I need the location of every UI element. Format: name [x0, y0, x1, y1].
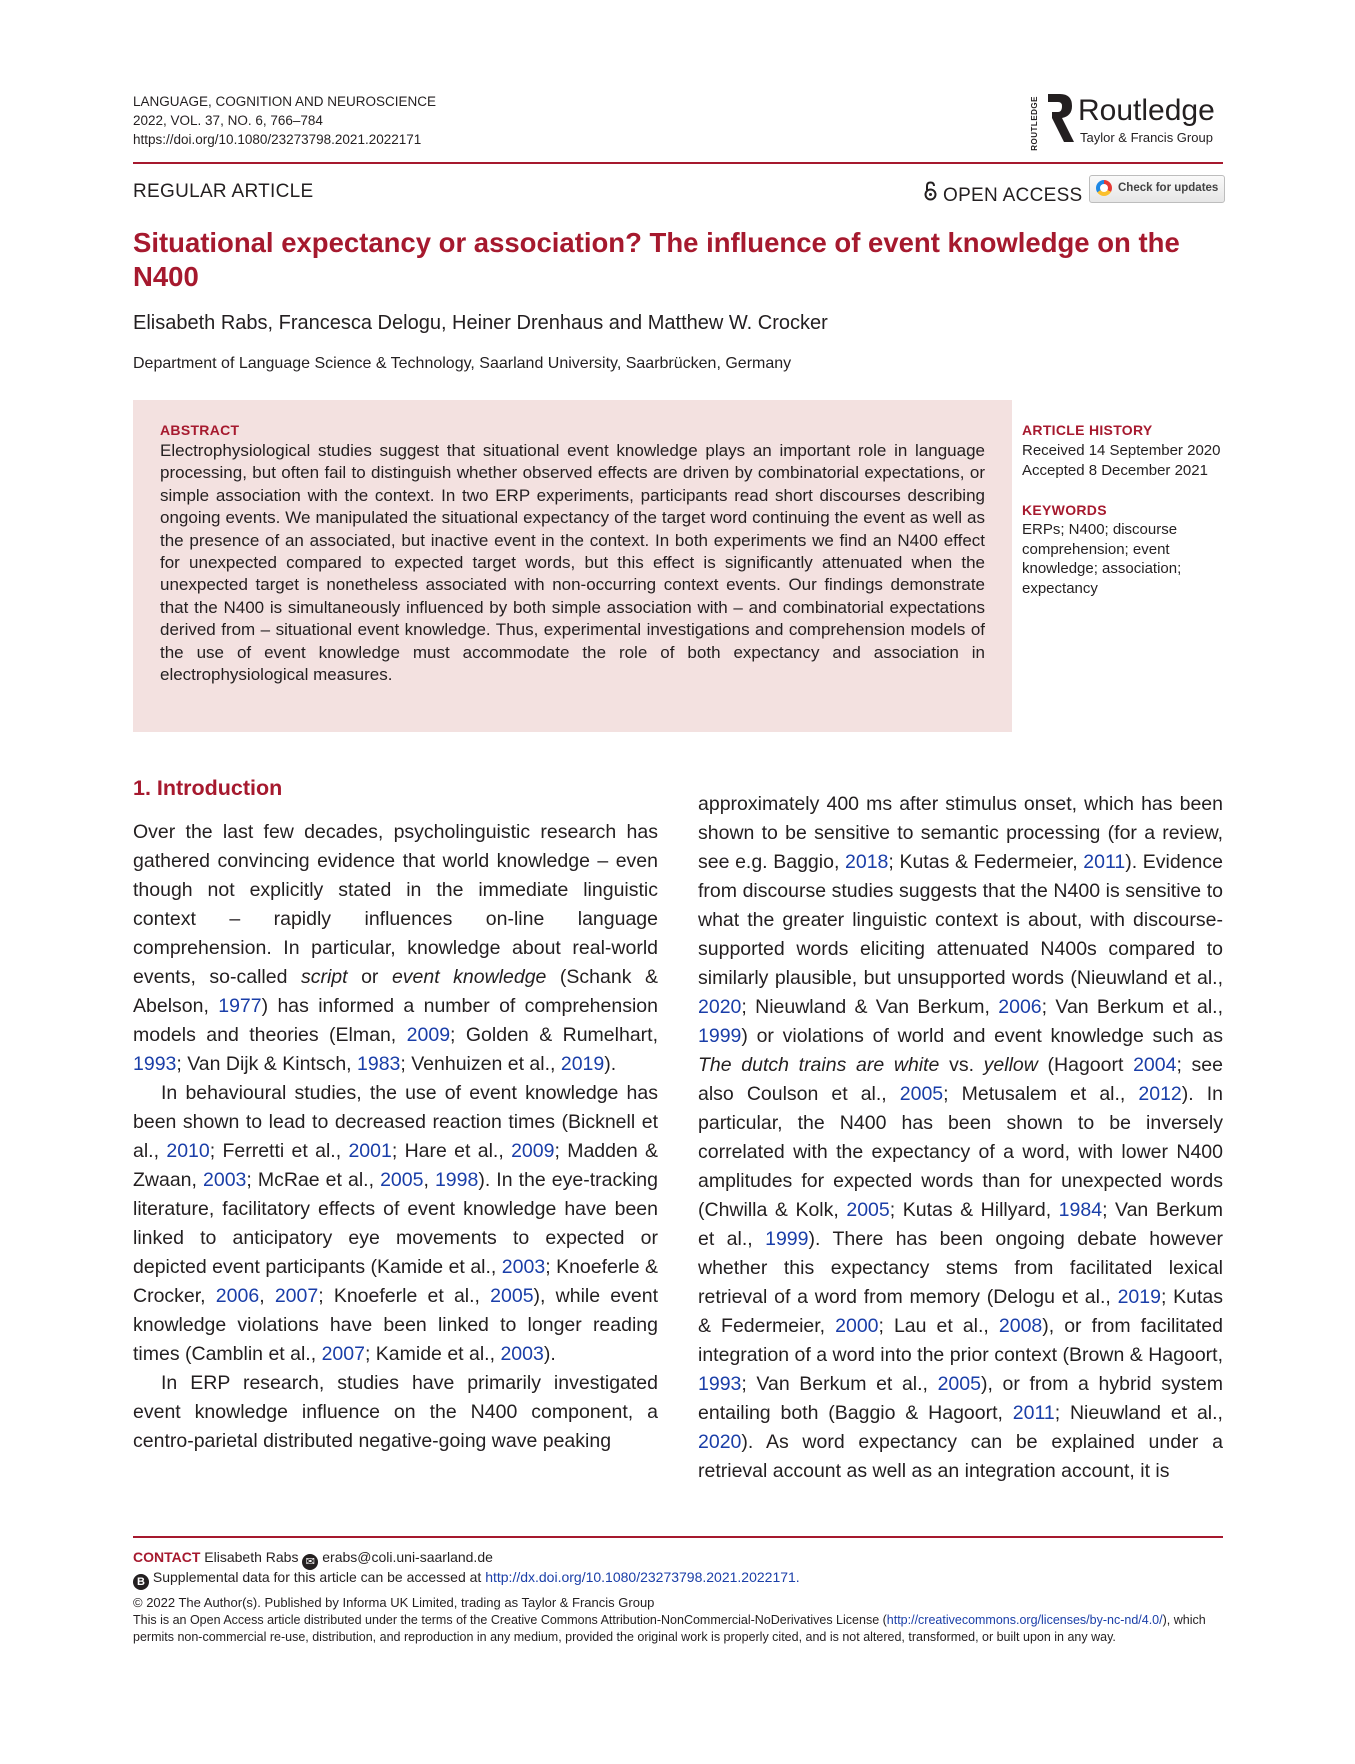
italic-text: The dutch trains are white [698, 1054, 940, 1076]
body-text: Over the last few decades, psycholinguistic research has gathered convincing evidence that world knowledge – even though not explicitly stated in the immediate linguistic context – rapidly influences on-line language comprehension. In particular, knowledge about real-world events, so-called [133, 821, 658, 988]
crossmark-icon [1096, 180, 1112, 196]
contact-line [133, 1548, 1223, 1570]
open-lock-icon [924, 181, 937, 201]
body-paragraph [133, 1369, 658, 1456]
body-text: ; Venhuizen et al., [400, 1053, 561, 1075]
body-text: approximately 400 ms after stimulus onset, which has been shown to be sensitive to semantic processing (for a review, see e.g. Baggio, [698, 793, 1223, 873]
body-text: or [347, 966, 392, 988]
citation-link[interactable]: 2018 [845, 851, 889, 873]
abstract-text: Electrophysiological studies suggest that situational event knowledge plays an important role in language processing, but often fail to distinguish whether observed effects are driven by combinatorial expectations, or simple association with the context. In two ERP experiments, participants read short discourses describing ongoing events. We manipulated the situational expectancy of the target word continuing the event as well as the presence of an associated, but inactive event in the context. In both experiments we find an N400 effect for unexpected compared to expected target words, but this effect is significantly attenuated when the unexpected target is nonetheless associated with non-occurring context events. Our findings demonstrate that the N400 is simultaneously influenced by both simple association with – and combinatorial expectations derived from – situational event knowledge. Thus, experimental investigations and comprehension models of the use of event knowledge must accommodate the role of both expectancy and association in electrophysiological measures. [160, 441, 985, 685]
citation-link[interactable]: 2006 [215, 1285, 260, 1307]
citation-link[interactable]: 2004 [1133, 1054, 1177, 1076]
body-paragraph [133, 818, 658, 1079]
author-list: Elisabeth Rabs, Francesca Delogu, Heiner Drenhaus and Matthew W. Crocker [133, 312, 828, 334]
accepted-date: Accepted 8 December 2021 [1022, 461, 1208, 479]
email-icon: ✉ [302, 1554, 318, 1570]
body-text: ), while event knowledge violations have been linked to longer reading times (Camblin et al., [133, 1285, 658, 1365]
body-text: ; Kutas & Federmeier, [698, 1286, 1223, 1337]
body-text: ), or from a hybrid system entailing both (Baggio & Hagoort, [698, 1373, 1223, 1424]
body-text: ; Kamide et al., [364, 1343, 501, 1365]
citation-link[interactable]: 1983 [357, 1053, 401, 1075]
affiliation: Department of Language Science & Technology, Saarland University, Saarbrücken, Germany [133, 355, 792, 372]
italic-text: yellow [983, 1054, 1038, 1076]
article-history [1022, 441, 1232, 480]
contact-label: CONTACT [133, 1549, 201, 1565]
open-access-badge [924, 181, 1083, 207]
body-text: ). In particular, the N400 has been shown to be inversely correlated with the expectancy of a word, with lower N400 amplitudes for expected words than for unexpected words (Chwilla & Kolk, [698, 1083, 1223, 1221]
body-text: ). As word expectancy can be explained under a retrieval account as well as an integration account, it is [698, 1431, 1223, 1482]
body-text: ; McRae et al., [246, 1169, 381, 1191]
body-text: ) or violations of world and event knowledge such as [741, 1025, 1223, 1047]
body-text: vs. [939, 1054, 984, 1076]
section-heading-introduction: 1. Introduction [133, 776, 283, 800]
body-text: ). There has been ongoing debate however whether this expectancy stems from facilitated lexical retrieval of a word from memory (Delogu et al., [698, 1228, 1223, 1308]
citation-link[interactable]: 2008 [998, 1315, 1043, 1337]
body-text: In ERP research, studies have primarily investigated event knowledge influence on the N400 component, a centro-parietal distributed negative-going wave peaking [133, 1372, 658, 1452]
keywords-heading: KEYWORDS [1022, 502, 1107, 518]
citation-link[interactable]: 2005 [937, 1373, 981, 1395]
citation-link[interactable]: 2003 [501, 1256, 546, 1278]
journal-meta [133, 92, 436, 149]
body-text: ; Van Dijk & Kintsch, [176, 1053, 358, 1075]
abstract-heading: ABSTRACT [160, 422, 240, 438]
check-for-updates-button[interactable] [1089, 175, 1225, 203]
citation-link[interactable]: 1999 [698, 1025, 742, 1047]
body-text: ; Metusalem et al., [943, 1083, 1139, 1105]
citation-link[interactable]: 2010 [166, 1140, 210, 1162]
check-for-updates-label: Check for updates [1118, 182, 1219, 194]
body-column-right [698, 790, 1223, 1486]
header-rule [133, 162, 1223, 164]
supplemental-link[interactable]: http://dx.doi.org/10.1080/23273798.2021.2022171. [485, 1569, 800, 1585]
body-text: ; see also Coulson et al., [698, 1054, 1223, 1105]
license-notice [133, 1612, 1223, 1646]
body-text: ; Golden & Rumelhart, [450, 1024, 658, 1046]
body-text: ; Ferretti et al., [209, 1140, 349, 1162]
license-text-b: ), which permits non-commercial re-use, distribution, and reproduction in any medium, provided the original work is properly cited, and is not altered, transformed, or built upon in any way. [133, 1613, 1206, 1644]
journal-doi[interactable]: https://doi.org/10.1080/23273798.2021.2022171 [133, 132, 422, 147]
body-text: ; Nieuwland & Van Berkum, [741, 996, 999, 1018]
body-text: ; Lau et al., [878, 1315, 999, 1337]
received-date: Received 14 September 2020 [1022, 442, 1221, 459]
citation-link[interactable]: 1984 [1058, 1199, 1103, 1221]
citation-link[interactable]: 2011 [1083, 851, 1126, 873]
article-type: REGULAR ARTICLE [133, 181, 314, 202]
supplemental-data-icon: B [133, 1574, 149, 1590]
citation-link[interactable]: 2011 [1012, 1402, 1055, 1424]
body-text: ; Van Berkum et al., [698, 1199, 1224, 1250]
citation-link[interactable]: 2005 [899, 1083, 944, 1105]
contact-email[interactable]: erabs@coli.uni-saarland.de [322, 1549, 493, 1565]
supplemental-line [133, 1568, 1223, 1590]
citation-link[interactable]: 2000 [835, 1315, 879, 1337]
citation-link[interactable]: 2009 [406, 1024, 451, 1046]
article-title: Situational expectancy or association? The influence of event knowledge on the N400 [133, 227, 1180, 292]
footer-rule [133, 1536, 1223, 1538]
journal-name: LANGUAGE, COGNITION AND NEUROSCIENCE [133, 94, 437, 109]
citation-link[interactable]: 2012 [1138, 1083, 1182, 1105]
open-access-label: OPEN ACCESS [943, 185, 1083, 206]
contact-name: Elisabeth Rabs [204, 1549, 299, 1565]
body-text: ), or from facilitated integration of a word into the prior context (Brown & Hagoort, [698, 1315, 1223, 1366]
license-link[interactable]: http://creativecommons.org/licenses/by-nc-nd/4.0/ [886, 1613, 1163, 1627]
body-text: ; Kutas & Hillyard, [889, 1199, 1059, 1221]
citation-link[interactable]: 2005 [490, 1285, 534, 1307]
citation-link[interactable]: 2003 [203, 1169, 247, 1191]
citation-link[interactable]: 1993 [133, 1053, 177, 1075]
citation-link[interactable]: 2020 [698, 1431, 742, 1453]
body-text: ; Kutas & Federmeier, [888, 851, 1084, 873]
body-text: ; Madden & Zwaan, [133, 1140, 658, 1191]
routledge-mark-icon [1040, 92, 1074, 144]
citation-link[interactable]: 1977 [218, 995, 262, 1017]
body-text: , [423, 1169, 435, 1191]
body-text: ; Van Berkum et al., [1041, 996, 1224, 1018]
body-column-left [133, 818, 658, 1456]
citation-link[interactable]: 2009 [511, 1140, 555, 1162]
italic-text: event knowledge [391, 966, 547, 988]
publisher-subtitle: Taylor & Francis Group [1080, 130, 1213, 145]
citation-link[interactable]: 2005 [846, 1199, 890, 1221]
body-text: (Hagoort [1037, 1054, 1134, 1076]
citation-link[interactable]: 2019 [1117, 1286, 1161, 1308]
italic-text: script [300, 966, 348, 988]
publisher-logo [1030, 92, 1230, 150]
citation-link[interactable]: 1999 [765, 1228, 809, 1250]
body-text: , [259, 1285, 275, 1307]
publisher-name: Routledge [1078, 94, 1215, 127]
keywords-text: ERPs; N400; discourse comprehension; event knowledge; association; expectancy [1022, 521, 1182, 597]
body-paragraph [133, 1079, 658, 1369]
citation-link[interactable]: 2001 [348, 1140, 392, 1162]
body-text: ; Knoeferle et al., [318, 1285, 491, 1307]
citation-link[interactable]: 2007 [321, 1343, 365, 1365]
body-paragraph [698, 790, 1223, 1486]
journal-volume: 2022, VOL. 37, NO. 6, 766–784 [133, 113, 323, 128]
supplemental-text: Supplemental data for this article can be accessed at [152, 1569, 482, 1585]
body-text: ; Hare et al., [391, 1140, 512, 1162]
citation-link[interactable]: 2007 [274, 1285, 319, 1307]
body-text: ). [604, 1053, 617, 1075]
publisher-vertical-text: ROUTLEDGE [1030, 96, 1039, 151]
citation-link[interactable]: 2003 [500, 1343, 544, 1365]
body-text: ; Van Berkum et al., [741, 1373, 938, 1395]
citation-link[interactable]: 2006 [998, 996, 1042, 1018]
citation-link[interactable]: 2019 [560, 1053, 605, 1075]
copyright-notice: © 2022 The Author(s). Published by Informa UK Limited, trading as Taylor & Francis Group [133, 1595, 655, 1610]
citation-link[interactable]: 2020 [698, 996, 742, 1018]
citation-link[interactable]: 1993 [698, 1373, 742, 1395]
body-text: ). [543, 1343, 556, 1365]
body-text: (Schank & Abelson, [133, 966, 658, 1017]
license-text-a: This is an Open Access article distributed under the terms of the Creative Commons Attribution-NonCommercial-NoDerivatives License ( [133, 1613, 887, 1627]
body-text: ; Nieuwland et al., [1054, 1402, 1223, 1424]
citation-link[interactable]: 2005 [380, 1169, 424, 1191]
body-text: ; Knoeferle & Crocker, [133, 1256, 659, 1307]
body-text: ). In the eye-tracking literature, facilitatory effects of event knowledge have been linked to anticipatory eye movements to expected or depicted event participants (Kamide et al., [133, 1169, 658, 1278]
body-text: In behavioural studies, the use of event knowledge has been shown to lead to decreased reaction times (Bicknell et al., [133, 1082, 658, 1162]
body-text: ) has informed a number of comprehension models and theories (Elman, [133, 995, 658, 1046]
body-text: ). Evidence from discourse studies suggests that the N400 is sensitive to what the greater linguistic context is about, with discourse-supported words eliciting attenuated N400s compared to similarly plausible, but unsupported words (Nieuwland et al., [698, 851, 1223, 989]
article-history-heading: ARTICLE HISTORY [1022, 422, 1153, 438]
citation-link[interactable]: 1998 [434, 1169, 479, 1191]
